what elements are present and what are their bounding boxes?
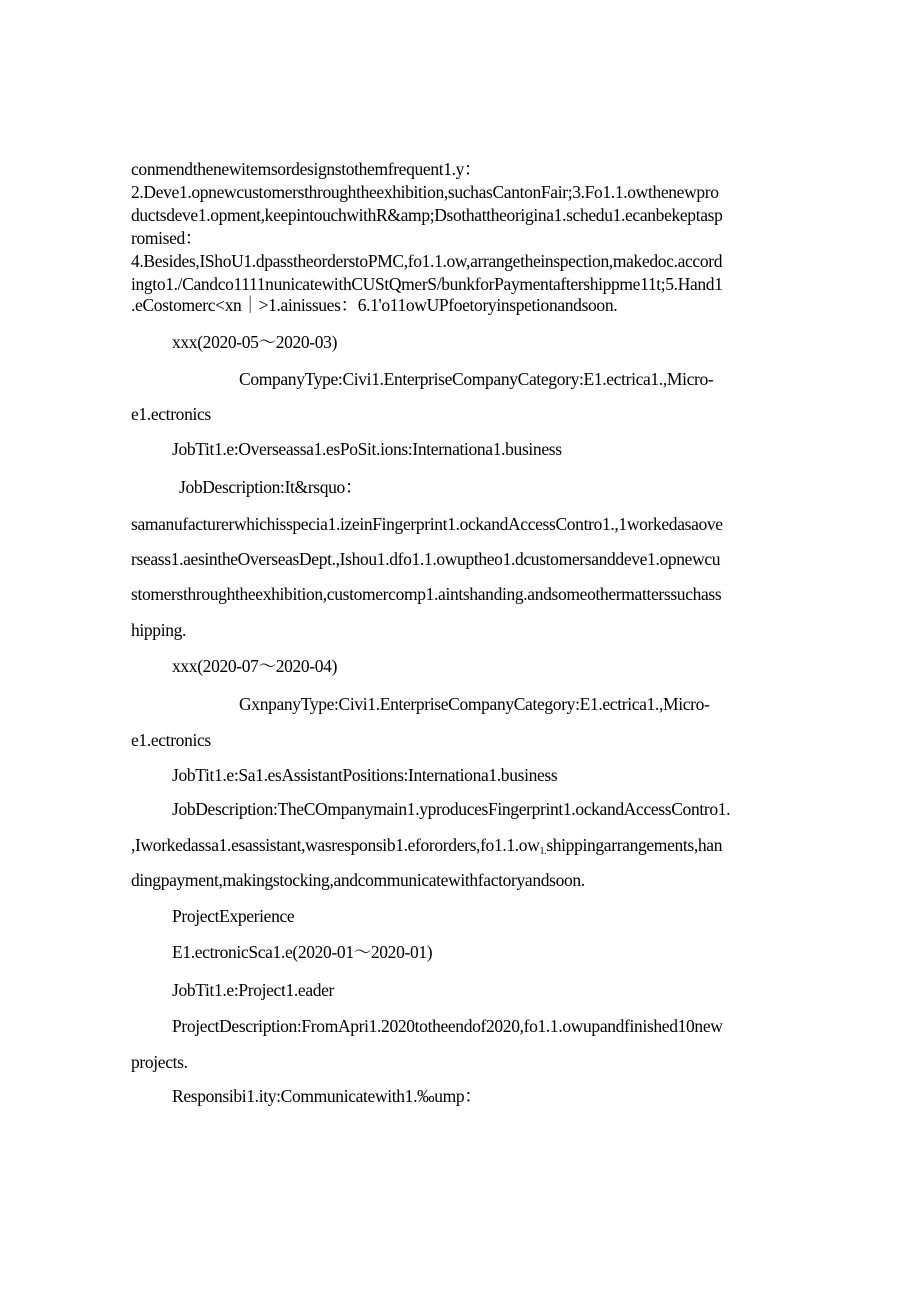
text-line: conmendthenewitemsordesignstothemfrequent1.y： (131, 159, 482, 179)
text-run: ,Iworkedassa1.esassistant,wasresponsib1.efororders,fo1.1.ow (131, 835, 540, 855)
project-job-title: JobTit1.e:Project1.eader (172, 980, 335, 1000)
job-title: JobTit1.e:Overseassa1.esPoSit.ions:Internationa1.business (172, 439, 562, 459)
company-info: e1.ectronics (131, 730, 211, 750)
text-line: 2.Deve1.opnewcustomersthroughtheexhibition,suchasCantonFair;3.Fo1.1.owthenewpro (131, 182, 719, 202)
company-info: CompanyType:Civi1.EnterpriseCompanyCategory:E1.ectrica1.,Micro- (239, 369, 714, 389)
job-header: xxx(2020-05～2020-03) (172, 332, 338, 352)
text-line: ductsdeve1.opment,keepintouchwithR&amp;Dsothattheorigina1.schedu1.ecanbekeptasp (131, 205, 723, 225)
project-description: ProjectDescription:FromApri1.2020totheendof2020,fo1.1.owupandfinished10new (172, 1016, 723, 1036)
text-line: ingto1./Candco1111nunicatewithCUStQmerS/bunkforPaymentaftershippme11t;5.Hand1 (131, 274, 723, 294)
job-description-line: dingpayment,makingstocking,andcommunicatewithfactoryandsoon. (131, 870, 585, 890)
subscript-text: 1. (539, 846, 547, 857)
text-line: 4.Besides,IShoU1.dpasstheorderstoPMC,fo1.1.ow,arrangetheinspection,makedoc.accord (131, 251, 723, 271)
job-header: xxx(2020-07～2020-04) (172, 656, 338, 676)
job-description-line (131, 837, 722, 855)
project-responsibility: Responsibi1.ity:Communicatewith1.‰ump： (172, 1086, 482, 1106)
job-description-line: hipping. (131, 620, 187, 640)
text-line: .eCostomerc<xn｜>1.ainissues：6.1'o11owUPfoetoryinspetionandsoon. (131, 295, 618, 315)
project-description: projects. (131, 1052, 188, 1072)
company-info: GxnpanyType:Civi1.EnterpriseCompanyCategory:E1.ectrica1.,Micro- (239, 694, 710, 714)
company-info: e1.ectronics (131, 404, 211, 424)
job-description-line: rseass1.aesintheOverseasDept.,Ishou1.dfo1.1.owuptheo1.dcustomersanddeve1.opnewcu (131, 549, 721, 569)
text-line: romised： (131, 228, 203, 248)
job-description-line: stomersthroughtheexhibition,customercomp1.aintshanding.andsomeothermatterssuchass (131, 584, 722, 604)
text-run: shippingarrangements,han (546, 835, 723, 855)
project-name: E1.ectronicSca1.e(2020-01～2020-01) (172, 942, 433, 962)
section-heading: ProjectExperience (172, 906, 295, 926)
job-description-line: JobDescription:TheCOmpanymain1.yproducesFingerprint1.ockandAccessContro1. (172, 799, 731, 819)
job-description-line: samanufacturerwhichisspecia1.izeinFingerprint1.ockandAccessContro1.,1workedasaove (131, 514, 723, 534)
job-description-label: JobDescription:It&rsquo： (179, 477, 363, 497)
job-title: JobTit1.e:Sa1.esAssistantPositions:Internationa1.business (172, 765, 558, 785)
